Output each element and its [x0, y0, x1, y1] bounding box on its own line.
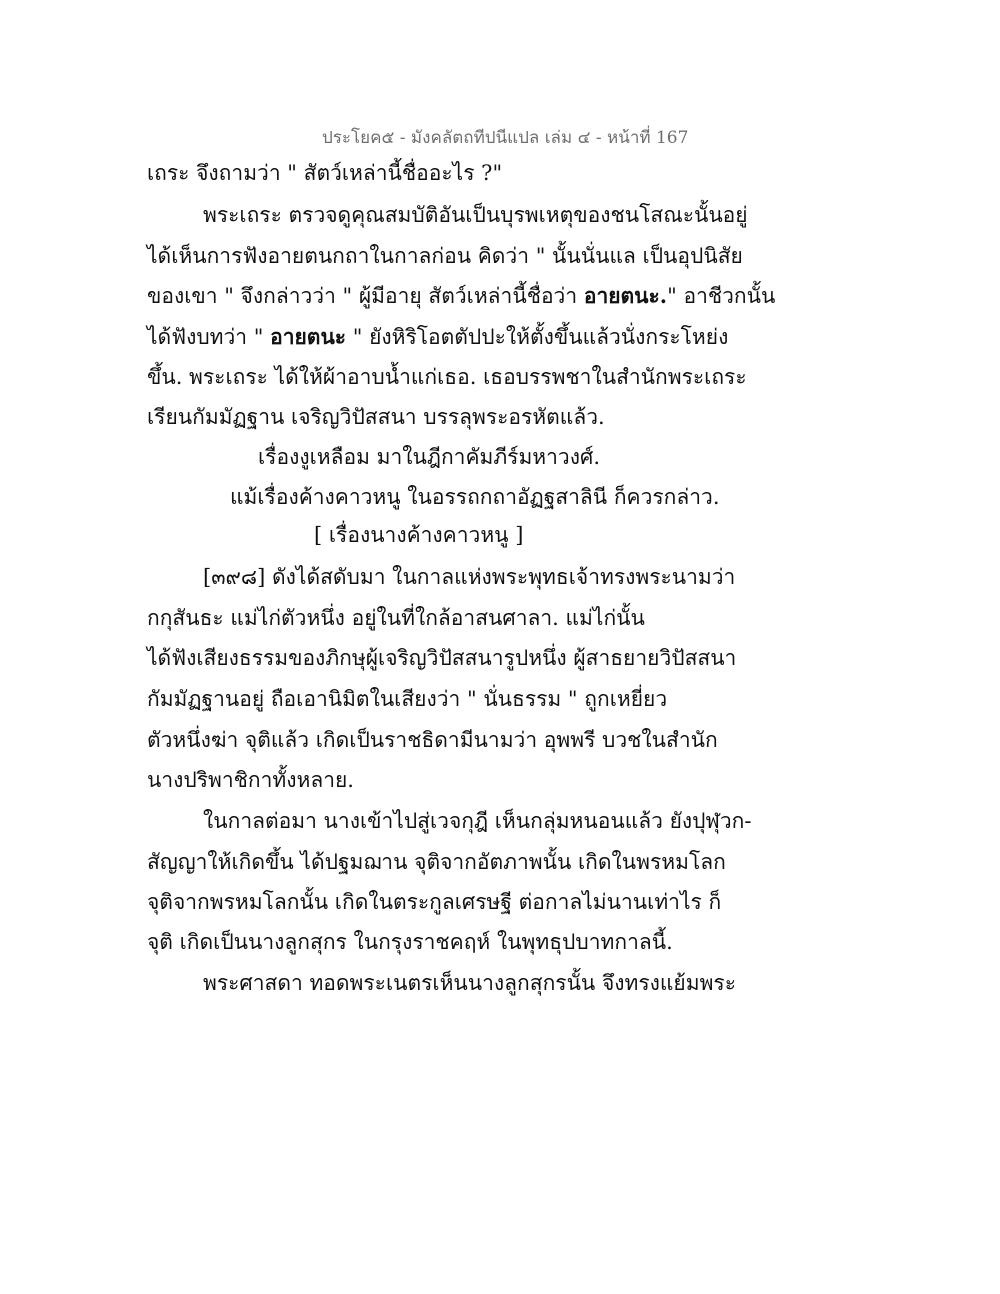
text-line-13: ได้ฟังเสียงธรรมของภิกษุผู้เจริญวิปัสสนารูปหนึ่ง ผู้สาธยายวิปัสสนา [147, 646, 737, 670]
text-line-4-part-c: " อาชีวกนั้น [667, 284, 776, 308]
text-line-4-part-a: ของเขา " จึงกล่าวว่า " ผู้มีอายุ สัตว์เหล่านี้ชื่อว่า [147, 284, 584, 308]
text-line-20: จุติ เกิดเป็นนางลูกสุกร ในกรุงราชคฤห์ ในพุทธุปบาทกาลนี้. [147, 930, 673, 954]
text-line-3: ได้เห็นการฟังอายตนกถาในกาลก่อน คิดว่า " นั้นนั่นแล เป็นอุปนิสัย [147, 244, 743, 268]
text-line-18: สัญญาให้เกิดขึ้น ได้ปฐมฌาน จุติจากอัตภาพนั้น เกิดในพรหมโลก [147, 850, 726, 874]
text-line-17: ในกาลต่อมา นางเข้าไปสู่เวจกุฎี เห็นกลุ่มหนอนแล้ว ยังปุฬุวก- [203, 809, 752, 833]
text-line-6: ขึ้น. พระเถระ ได้ให้ผ้าอาบน้ำแก่เธอ. เธอบรรพชาในสำนักพระเถระ [147, 365, 747, 389]
text-line-2: พระเถระ ตรวจดูคุณสมบัติอันเป็นบุรพเหตุของชนโสณะนั้นอยู่ [203, 203, 748, 227]
section-heading: [ เรื่องนางค้างคาวหนู ] [314, 523, 524, 547]
text-line-4 [147, 283, 775, 309]
next-story-note: แม้เรื่องค้างคาวหนู ในอรรถกถาอัฏฐสาลินี ก็ควรกล่าว. [230, 485, 720, 509]
text-line-5-part-c: " ยังหิริโอตตัปปะให้ตั้งขึ้นแล้วนั่งกระโหย่ง [346, 325, 729, 349]
story-source-note: เรื่องงูเหลือม มาในฎีกาคัมภีร์มหาวงศ์. [258, 445, 600, 469]
term-ayatana-1: อายตนะ. [583, 283, 668, 308]
text-line-5-part-a: ได้ฟังบทว่า " [147, 325, 271, 349]
text-line-7: เรียนกัมมัฏฐาน เจริญวิปัสสนา บรรลุพระอรหัตแล้ว. [147, 405, 605, 429]
text-line-16: นางปริพาชิกาทั้งหลาย. [147, 768, 354, 792]
text-line-5 [147, 324, 728, 350]
text-line-19: จุติจากพรหมโลกนั้น เกิดในตระกูลเศรษฐี ต่อกาลไม่นานเท่าไร ก็ [147, 890, 722, 914]
text-line-14: กัมมัฏฐานอยู่ ถือเอานิมิตในเสียงว่า " นั่นธรรม " ถูกเหยี่ยว [147, 687, 668, 711]
text-line-12: กกุสันธะ แม่ไก่ตัวหนึ่ง อยู่ในที่ใกล้อาสนศาลา. แม่ไก่นั้น [147, 606, 645, 630]
text-line-11: [๓๙๘] ดังได้สดับมา ในกาลแห่งพระพุทธเจ้าทรงพระนามว่า [203, 565, 736, 589]
running-header: ประโยค๕ - มังคลัตถทีปนีแปล เล่ม ๔ - หน้าที่ 167 [322, 128, 689, 148]
term-ayatana-2: อายตนะ [270, 324, 347, 349]
text-line-21: พระศาสดา ทอดพระเนตรเห็นนางลูกสุกรนั้น จึงทรงแย้มพระ [203, 971, 736, 995]
text-line-1: เถระ จึงถามว่า " สัตว์เหล่านี้ชื่ออะไร ?" [147, 161, 503, 185]
text-line-15: ตัวหนึ่งฆ่า จุติแล้ว เกิดเป็นราชธิดามีนามว่า อุพพรี บวชในสำนัก [147, 728, 718, 752]
